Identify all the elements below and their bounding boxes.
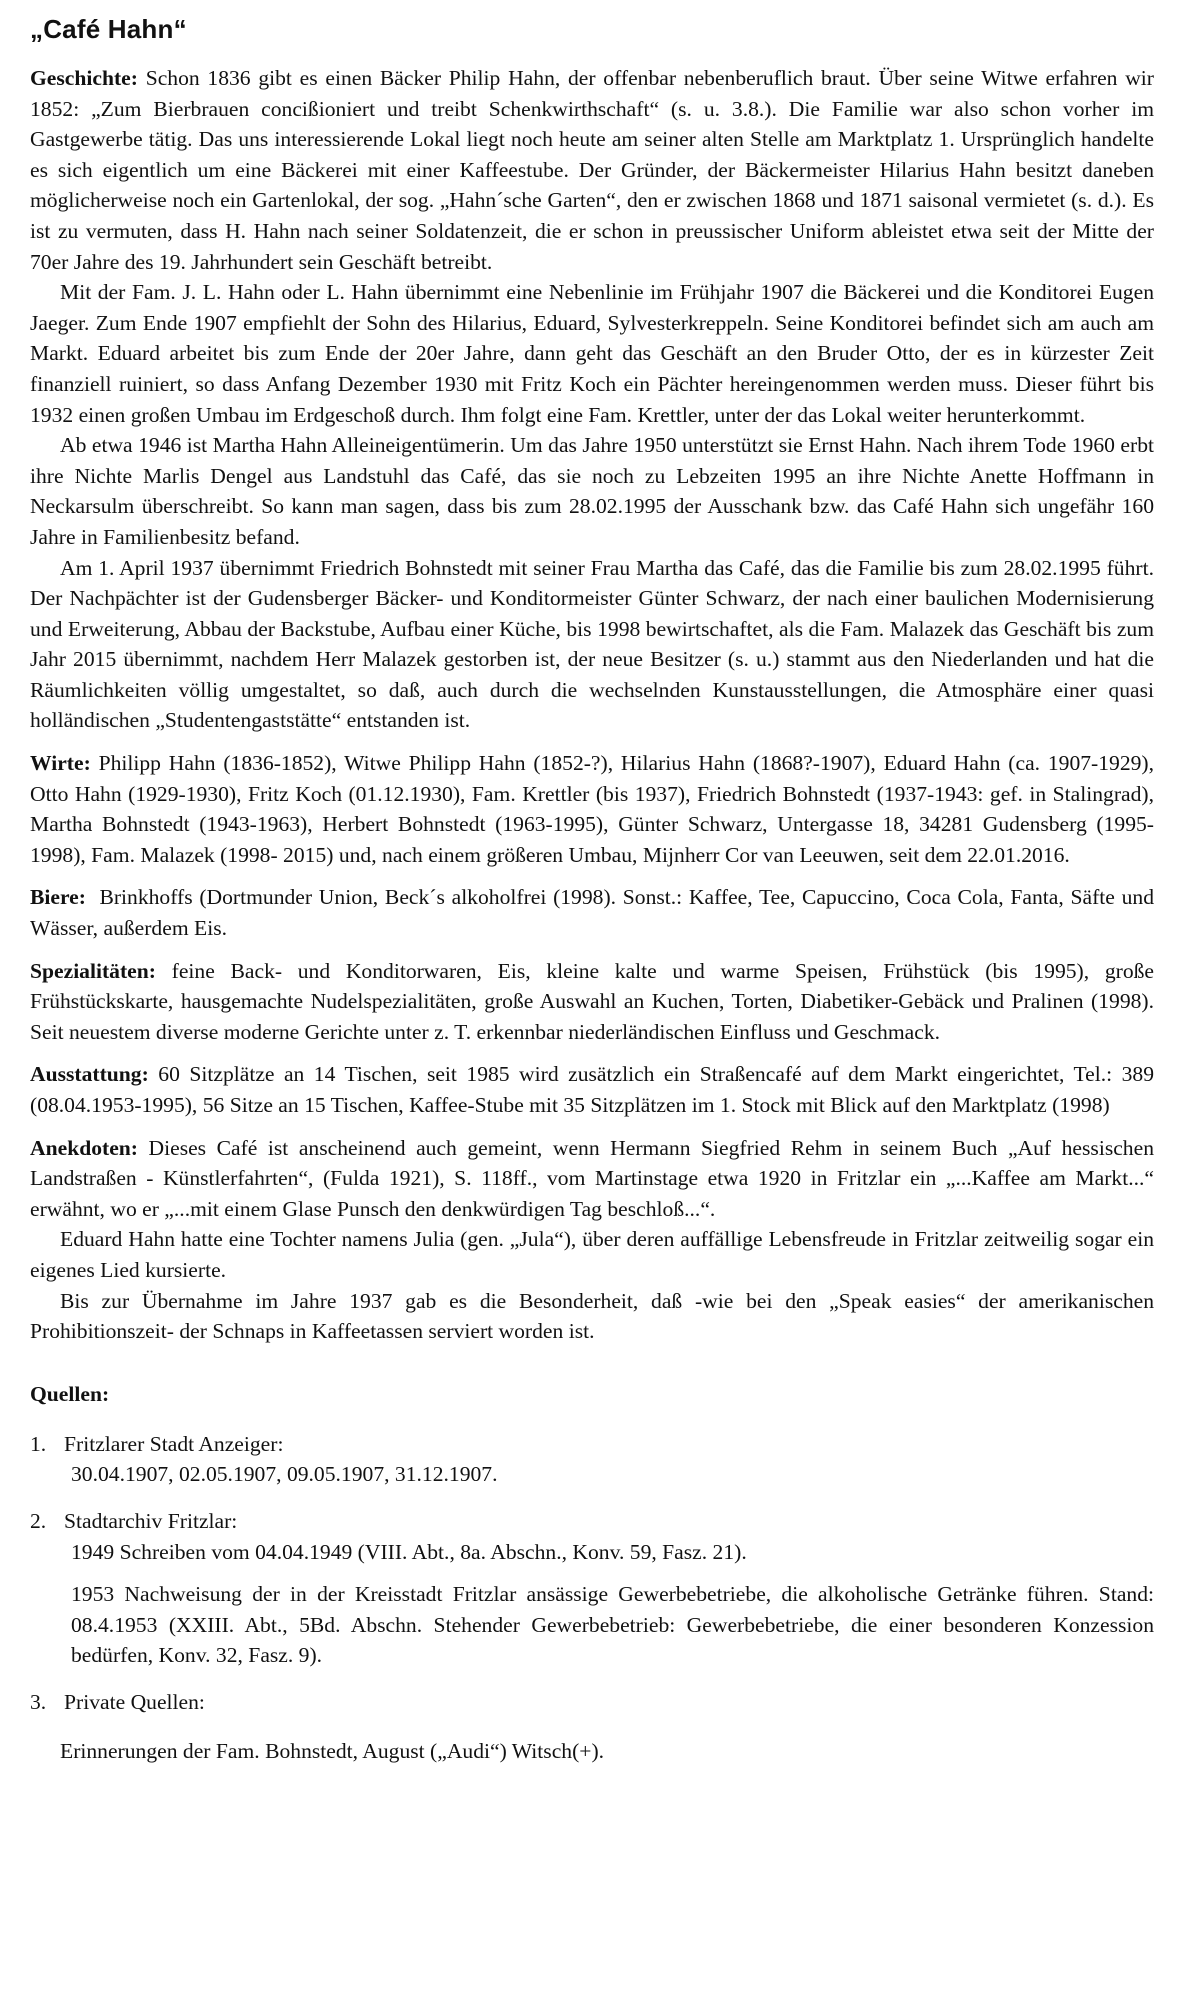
section-geschichte: [30, 63, 1154, 736]
source-title: Fritzlarer Stadt Anzeiger:: [64, 1431, 284, 1456]
label-geschichte: Geschichte:: [30, 66, 138, 90]
source-number: 2.: [30, 1508, 47, 1533]
section-anekdoten: [30, 1133, 1154, 1347]
anekdoten-paragraph-3: Bis zur Übernahme im Jahre 1937 gab es die Besonderheit, daß -wie bei den „Speak easies“ der amerikanischen Prohibitionszeit- der Schnaps in Kaffeetassen serviert worden ist.: [30, 1288, 1154, 1344]
section-wirte: [30, 748, 1154, 870]
source-title: Stadtarchiv Fritzlar:: [64, 1508, 238, 1533]
source-number: 3.: [30, 1689, 47, 1714]
source-item-3: [30, 1687, 1154, 1766]
spezialitaeten-text: feine Back- und Konditorwaren, Eis, kleine kalte und warme Speisen, Frühstück (bis 1995), große Frühstückskarte, hausgemachte Nudelspezialitäten, große Auswahl an Kuchen, Torten, Diabetiker-Gebäck und Pralinen (1998). Seit neuestem diverse moderne Gerichte unter z. T. erkennbar niederländischen Einfluss und Geschmack.: [30, 958, 1155, 1044]
section-ausstattung: [30, 1059, 1154, 1120]
source-item-1: [30, 1429, 1154, 1490]
source-item-2: [30, 1506, 1154, 1671]
geschichte-paragraph-3: Ab etwa 1946 ist Martha Hahn Alleineigentümerin. Um das Jahre 1950 unterstützt sie Ernst Hahn. Nach ihrem Tode 1960 erbt ihre Nichte Marlis Dengel aus Landstuhl das Café, das sie noch zu Lebzeiten 1995 an ihre Nichte Anette Hoffmann in Neckarsulm überschreibt. So kann man sagen, dass bis zum 28.02.1995 der Ausschank bzw. das Café Hahn sich ungefähr 160 Jahre in Familienbesitz befand.: [30, 433, 1154, 549]
source-line: 30.04.1907, 02.05.1907, 09.05.1907, 31.12.1907.: [71, 1462, 498, 1487]
source-line: Erinnerungen der Fam. Bohnstedt, August („Audi“) Witsch(+).: [60, 1738, 605, 1763]
wirte-text: Philipp Hahn (1836-1852), Witwe Philipp Hahn (1852-?), Hilarius Hahn (1868?-1907), Eduard Hahn (ca. 1907-1929), Otto Hahn (1929-1930), Fritz Koch (01.12.1930), Fam. Krettler (bis 1937), Friedrich Bohnstedt (1937-1943: gef. in Stalingrad), Martha Bohnstedt (1943-1963), Herbert Bohnstedt (1963-1995), Günter Schwarz, Untergasse 18, 34281 Gudensberg (1995-1998), Fam. Malazek (1998- 2015) und, nach einem größeren Umbau, Mijnherr Cor van Leeuwen, seit dem 22.01.2016.: [30, 751, 1154, 867]
quellen-heading: Quellen:: [30, 1381, 110, 1406]
geschichte-paragraph-1: Schon 1836 gibt es einen Bäcker Philip Hahn, der offenbar nebenberuflich braut. Über seine Witwe erfahren wir 1852: „Zum Bierbrauen concißioniert und treibt Schenkwirthschaft“ (s. u. 3.8.). Die Familie war also schon vorher im Gastgewerbe tätig. Das uns interessierende Lokal liegt noch heute am seiner alten Stelle am Marktplatz 1. Ursprünglich handelte es sich eigentlich um eine Bäckerei mit einer Kaffeestube. Der Gründer, der Bäckermeister Hilarius Hahn besitzt daneben möglicherweise noch ein Gartenlokal, der sog. „Hahn´sche Garten“, den er zwischen 1868 und 1871 saisonal vermietet (s. d.). Es ist zu vermuten, dass H. Hahn nach seiner Soldatenzeit, die er schon in preussischer Uniform ableistet etwa seit der Mitte der 70er Jahre des 19. Jahrhundert sein Geschäft betreibt.: [30, 66, 1154, 274]
ausstattung-text: 60 Sitzplätze an 14 Tischen, seit 1985 wird zusätzlich ein Straßencafé auf dem Markt eingerichtet, Tel.: 389 (08.04.1953-1995), 56 Sitze an 15 Tischen, Kaffee-Stube mit 35 Sitzplätzen im 1. Stock mit Blick auf den Marktplatz (1998): [30, 1062, 1154, 1117]
anekdoten-paragraph-1: Dieses Café ist anscheinend auch gemeint, wenn Hermann Siegfried Rehm in seinem Buch „Auf hessischen Landstraßen - Künstlerfahrten“, (Fulda 1921), S. 118ff., vom Martinstage etwa 1920 in Fritzlar ein „...Kaffee am Markt...“ erwähnt, wo er „...mit einem Glase Punsch den denkwürdigen Tag beschloß...“.: [30, 1135, 1154, 1221]
geschichte-paragraph-2: Mit der Fam. J. L. Hahn oder L. Hahn übernimmt eine Nebenlinie im Frühjahr 1907 die Bäckerei und die Konditorei Eugen Jaeger. Zum Ende 1907 empfiehlt der Sohn des Hilarius, Eduard, Sylvesterkreppeln. Seine Konditorei befindet sich am auch am Markt. Eduard arbeitet bis zum Ende der 20er Jahre, dann geht das Geschäft an den Bruder Otto, der es in kürzester Zeit finanziell ruiniert, so dass Anfang Dezember 1930 mit Fritz Koch ein Pächter hereingenommen werden muss. Dieser führt bis 1932 einen großen Umbau im Erdgeschoß durch. Ihm folgt eine Fam. Krettler, unter der das Lokal weiter herunterkommt.: [30, 280, 1154, 427]
geschichte-paragraph-4: Am 1. April 1937 übernimmt Friedrich Bohnstedt mit seiner Frau Martha das Café, das die Familie bis zum 28.02.1995 führt. Der Nachpächter ist der Gudensberger Bäcker- und Konditormeister Günter Schwarz, der nach einer baulichen Modernisierung und Erweiterung, Abbau der Backstube, Aufbau einer Küche, bis 1998 bewirtschaftet, als die Fam. Malazek das Geschäft bis zum Jahr 2015 übernimmt, nachdem Herr Malazek gestorben ist, der neue Besitzer (s. u.) stammt aus den Niederlanden und hat die Räumlichkeiten völlig umgestaltet, so daß, auch durch die wechselnden Kunstausstellungen, die Atmosphäre einer quasi holländischen „Studentengaststätte“ entstanden ist.: [30, 555, 1154, 733]
document-page: [30, 14, 1154, 1782]
label-spezialitaeten: Spezialitäten:: [30, 958, 156, 983]
source-number: 1.: [30, 1431, 47, 1456]
section-quellen: [30, 1379, 1154, 1766]
source-title: Private Quellen:: [64, 1689, 205, 1714]
label-wirte: Wirte:: [30, 751, 91, 776]
biere-text: Brinkhoffs (Dortmunder Union, Beck´s alkoholfrei (1998). Sonst.: Kaffee, Tee, Capuccino, Coca Cola, Fanta, Säfte und Wässer, außerdem Eis.: [30, 885, 1155, 941]
source-line: 1953 Nachweisung der in der Kreisstadt Fritzlar ansässige Gewerbebetriebe, die alkoholische Getränke führen. Stand: 08.4.1953 (XXIII. Abt., 5Bd. Abschn. Stehender Gewerbebetrieb: Gewerbebetriebe, die einer besonderen Konzession bedürfen, Konv. 32, Fasz. 9).: [71, 1582, 1154, 1668]
document-title: „Café Hahn“: [30, 14, 187, 44]
anekdoten-paragraph-2: Eduard Hahn hatte eine Tochter namens Julia (gen. „Jula“), über deren auffällige Lebensfreude in Fritzlar zeitweilig sogar ein eigenes Lied kursierte.: [30, 1227, 1154, 1282]
section-spezialitaeten: [30, 956, 1154, 1048]
section-biere: [30, 882, 1154, 943]
label-biere: Biere:: [30, 885, 86, 910]
source-line: 1949 Schreiben vom 04.04.1949 (VIII. Abt., 8a. Abschn., Konv. 59, Fasz. 21).: [71, 1539, 747, 1564]
label-ausstattung: Ausstattung:: [30, 1062, 149, 1087]
label-anekdoten: Anekdoten:: [30, 1135, 138, 1160]
